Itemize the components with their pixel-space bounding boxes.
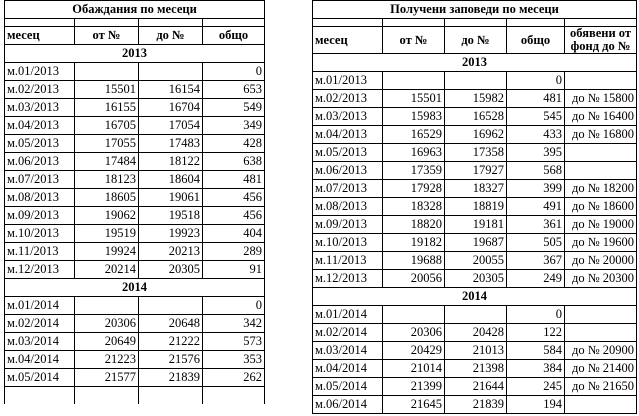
to-number-cell[interactable]: 18604 [139, 171, 203, 189]
table-row [313, 252, 637, 270]
month-cell[interactable]: м.02/2013 [313, 90, 383, 108]
month-cell[interactable]: м.02/2014 [313, 324, 383, 342]
month-cell[interactable]: м.05/2014 [5, 369, 75, 387]
table-row [313, 396, 637, 414]
month-cell[interactable]: м.04/2013 [313, 126, 383, 144]
month-cell[interactable]: м.07/2013 [5, 171, 75, 189]
fund-announced-cell[interactable]: до № 20000 [565, 252, 637, 270]
month-cell[interactable]: м.04/2013 [5, 117, 75, 135]
total-cell[interactable]: 491 [507, 198, 565, 216]
month-cell[interactable]: м.05/2013 [313, 144, 383, 162]
total-cell[interactable]: 568 [507, 162, 565, 180]
empty-cell[interactable] [507, 19, 565, 27]
month-cell[interactable]: м.08/2013 [5, 189, 75, 207]
title-row [5, 1, 265, 19]
fund-announced-cell[interactable]: до № 21400 [565, 360, 637, 378]
total-cell[interactable]: 349 [203, 117, 265, 135]
fund-announced-cell[interactable]: до № 18200 [565, 180, 637, 198]
table-row [5, 243, 265, 261]
fund-announced-cell[interactable]: до № 18600 [565, 198, 637, 216]
table-row [313, 72, 637, 90]
month-cell[interactable]: м.04/2014 [313, 360, 383, 378]
month-cell[interactable]: м.05/2014 [313, 378, 383, 396]
from-number-cell[interactable]: 20306 [75, 315, 139, 333]
fund-announced-cell[interactable] [565, 306, 637, 324]
from-number-cell[interactable]: 17055 [75, 135, 139, 153]
column-header[interactable]: до № [445, 27, 507, 54]
spacer-row [313, 19, 637, 27]
to-number-cell[interactable]: 16154 [139, 81, 203, 99]
month-cell[interactable]: м.08/2013 [313, 198, 383, 216]
fund-announced-cell[interactable] [565, 72, 637, 90]
from-number-cell[interactable]: 16155 [75, 99, 139, 117]
to-number-cell[interactable]: 18122 [139, 153, 203, 171]
to-number-cell[interactable]: 21644 [445, 378, 507, 396]
from-number-cell[interactable]: 20056 [383, 270, 445, 288]
to-number-cell[interactable]: 18327 [445, 180, 507, 198]
from-number-cell[interactable]: 20429 [383, 342, 445, 360]
total-cell[interactable]: 456 [203, 207, 265, 225]
fund-announced-cell[interactable]: до № 21650 [565, 378, 637, 396]
table-row [5, 297, 265, 315]
table-row [5, 153, 265, 171]
table-row [313, 234, 637, 252]
fund-announced-cell[interactable]: до № 19600 [565, 234, 637, 252]
empty-cell[interactable] [139, 387, 203, 405]
total-cell[interactable]: 505 [507, 234, 565, 252]
from-number-cell[interactable]: 19062 [75, 207, 139, 225]
from-number-cell[interactable]: 18328 [383, 198, 445, 216]
fund-announced-cell[interactable] [565, 144, 637, 162]
column-header[interactable]: месец [313, 27, 383, 54]
table-row [313, 198, 637, 216]
empty-cell[interactable] [445, 19, 507, 27]
from-number-cell[interactable] [75, 297, 139, 315]
header-row [5, 27, 265, 45]
to-number-cell[interactable]: 18819 [445, 198, 507, 216]
to-number-cell[interactable]: 19923 [139, 225, 203, 243]
from-number-cell[interactable]: 21399 [383, 378, 445, 396]
year-row [313, 288, 637, 306]
to-number-cell[interactable]: 20305 [139, 261, 203, 279]
total-cell[interactable]: 545 [507, 108, 565, 126]
title-row [313, 1, 637, 19]
to-number-cell[interactable]: 21398 [445, 360, 507, 378]
table-row [5, 333, 265, 351]
to-number-cell[interactable]: 16704 [139, 99, 203, 117]
table-row [5, 171, 265, 189]
total-cell[interactable]: 481 [507, 90, 565, 108]
table-row [5, 369, 265, 387]
to-number-cell[interactable]: 20648 [139, 315, 203, 333]
table-row [313, 126, 637, 144]
from-number-cell[interactable]: 19924 [75, 243, 139, 261]
month-cell[interactable]: м.06/2013 [5, 153, 75, 171]
total-cell[interactable]: 194 [507, 396, 565, 414]
empty-row [5, 387, 265, 405]
total-cell[interactable]: 456 [203, 189, 265, 207]
table-row [313, 144, 637, 162]
to-number-cell[interactable]: 19687 [445, 234, 507, 252]
year-heading[interactable]: 2014 [313, 288, 637, 306]
table-row [313, 360, 637, 378]
total-cell[interactable]: 122 [507, 324, 565, 342]
month-cell[interactable]: м.10/2013 [313, 234, 383, 252]
table-row [5, 351, 265, 369]
table-row [313, 108, 637, 126]
year-row [5, 45, 265, 63]
from-number-cell[interactable]: 18605 [75, 189, 139, 207]
empty-cell[interactable] [565, 19, 637, 27]
table-row [5, 225, 265, 243]
fund-announced-cell[interactable]: до № 19000 [565, 216, 637, 234]
from-number-cell[interactable]: 16705 [75, 117, 139, 135]
empty-cell[interactable] [5, 387, 75, 405]
from-number-cell[interactable]: 15501 [75, 81, 139, 99]
table-row [313, 90, 637, 108]
from-number-cell[interactable] [383, 306, 445, 324]
month-cell[interactable]: м.09/2013 [5, 207, 75, 225]
total-cell[interactable]: 384 [507, 360, 565, 378]
total-cell[interactable]: 0 [203, 297, 265, 315]
empty-cell[interactable] [203, 19, 265, 27]
column-header[interactable]: месец [5, 27, 75, 45]
empty-cell[interactable] [75, 387, 139, 405]
month-cell[interactable]: м.03/2014 [5, 333, 75, 351]
from-number-cell[interactable]: 17484 [75, 153, 139, 171]
column-header[interactable]: обявени от фонд до № [565, 27, 637, 54]
column-header[interactable]: от № [383, 27, 445, 54]
table-row [5, 117, 265, 135]
total-cell[interactable]: 433 [507, 126, 565, 144]
year-heading[interactable]: 2013 [5, 45, 265, 63]
month-cell[interactable]: м.05/2013 [5, 135, 75, 153]
to-number-cell[interactable]: 15982 [445, 90, 507, 108]
to-number-cell[interactable] [139, 297, 203, 315]
total-cell[interactable]: 262 [203, 369, 265, 387]
year-heading[interactable]: 2013 [313, 54, 637, 72]
fund-announced-cell[interactable]: до № 16800 [565, 126, 637, 144]
table-row [5, 261, 265, 279]
from-number-cell[interactable]: 20214 [75, 261, 139, 279]
from-number-cell[interactable]: 16529 [383, 126, 445, 144]
table-row [313, 324, 637, 342]
year-row [5, 279, 265, 297]
table-row [313, 378, 637, 396]
table-row [5, 315, 265, 333]
table-row [5, 81, 265, 99]
total-cell[interactable]: 395 [507, 144, 565, 162]
total-cell[interactable]: 367 [507, 252, 565, 270]
to-number-cell[interactable]: 17483 [139, 135, 203, 153]
to-number-cell[interactable]: 20305 [445, 270, 507, 288]
from-number-cell[interactable]: 18820 [383, 216, 445, 234]
from-number-cell[interactable]: 21223 [75, 351, 139, 369]
to-number-cell[interactable] [445, 306, 507, 324]
column-header[interactable]: от № [75, 27, 139, 45]
total-cell[interactable]: 549 [203, 99, 265, 117]
month-cell[interactable]: м.03/2013 [313, 108, 383, 126]
to-number-cell[interactable]: 20213 [139, 243, 203, 261]
month-cell[interactable]: м.07/2013 [313, 180, 383, 198]
fund-announced-cell[interactable] [565, 396, 637, 414]
to-number-cell[interactable]: 21839 [139, 369, 203, 387]
total-cell[interactable]: 481 [203, 171, 265, 189]
total-cell[interactable]: 573 [203, 333, 265, 351]
total-cell[interactable]: 399 [507, 180, 565, 198]
month-cell[interactable]: м.03/2013 [5, 99, 75, 117]
month-cell[interactable]: м.09/2013 [313, 216, 383, 234]
from-number-cell[interactable] [75, 63, 139, 81]
month-cell[interactable]: м.10/2013 [5, 225, 75, 243]
from-number-cell[interactable]: 21577 [75, 369, 139, 387]
total-cell[interactable]: 0 [507, 72, 565, 90]
fund-announced-cell[interactable] [565, 324, 637, 342]
from-number-cell[interactable]: 20306 [383, 324, 445, 342]
empty-cell[interactable] [203, 387, 265, 405]
to-number-cell[interactable]: 16962 [445, 126, 507, 144]
header-row [313, 27, 637, 54]
month-cell[interactable]: м.03/2014 [313, 342, 383, 360]
total-cell[interactable]: 0 [507, 306, 565, 324]
to-number-cell[interactable]: 17054 [139, 117, 203, 135]
from-number-cell[interactable]: 21014 [383, 360, 445, 378]
table-row [313, 306, 637, 324]
month-cell[interactable]: м.12/2013 [313, 270, 383, 288]
calls-by-month-table [4, 0, 265, 404]
to-number-cell[interactable]: 19518 [139, 207, 203, 225]
column-header[interactable]: общо [203, 27, 265, 45]
empty-cell[interactable] [383, 19, 445, 27]
empty-cell[interactable] [139, 19, 203, 27]
total-cell[interactable]: 428 [203, 135, 265, 153]
total-cell[interactable]: 353 [203, 351, 265, 369]
table-title[interactable]: Получени заповеди по месеци [313, 1, 637, 19]
total-cell[interactable]: 0 [203, 63, 265, 81]
empty-cell[interactable] [313, 19, 383, 27]
month-cell[interactable]: м.01/2013 [5, 63, 75, 81]
to-number-cell[interactable]: 17358 [445, 144, 507, 162]
from-number-cell[interactable]: 16963 [383, 144, 445, 162]
to-number-cell[interactable]: 21222 [139, 333, 203, 351]
column-header[interactable]: до № [139, 27, 203, 45]
to-number-cell[interactable]: 20055 [445, 252, 507, 270]
fund-announced-cell[interactable]: до № 16400 [565, 108, 637, 126]
table-row [5, 207, 265, 225]
to-number-cell[interactable]: 21839 [445, 396, 507, 414]
month-cell[interactable]: м.06/2013 [313, 162, 383, 180]
table-row [313, 162, 637, 180]
total-cell[interactable]: 289 [203, 243, 265, 261]
empty-cell[interactable] [75, 19, 139, 27]
total-cell[interactable]: 361 [507, 216, 565, 234]
from-number-cell[interactable]: 19182 [383, 234, 445, 252]
total-cell[interactable]: 638 [203, 153, 265, 171]
to-number-cell[interactable]: 20428 [445, 324, 507, 342]
total-cell[interactable]: 245 [507, 378, 565, 396]
month-cell[interactable]: м.06/2014 [313, 396, 383, 414]
table-row [313, 216, 637, 234]
table-row [5, 99, 265, 117]
month-cell[interactable]: м.11/2013 [5, 243, 75, 261]
from-number-cell[interactable]: 17359 [383, 162, 445, 180]
month-cell[interactable]: м.01/2014 [5, 297, 75, 315]
fund-announced-cell[interactable] [565, 162, 637, 180]
table-row [313, 342, 637, 360]
to-number-cell[interactable] [445, 72, 507, 90]
table-row [5, 63, 265, 81]
spacer-row [5, 19, 265, 27]
from-number-cell[interactable]: 17928 [383, 180, 445, 198]
total-cell[interactable]: 653 [203, 81, 265, 99]
month-cell[interactable]: м.01/2013 [313, 72, 383, 90]
to-number-cell[interactable]: 21576 [139, 351, 203, 369]
month-cell[interactable]: м.01/2014 [313, 306, 383, 324]
fund-announced-cell[interactable]: до № 20300 [565, 270, 637, 288]
to-number-cell[interactable]: 17927 [445, 162, 507, 180]
table-row [313, 270, 637, 288]
to-number-cell[interactable]: 16528 [445, 108, 507, 126]
from-number-cell[interactable]: 15983 [383, 108, 445, 126]
total-cell[interactable]: 91 [203, 261, 265, 279]
year-heading[interactable]: 2014 [5, 279, 265, 297]
from-number-cell[interactable] [383, 72, 445, 90]
from-number-cell[interactable]: 19688 [383, 252, 445, 270]
total-cell[interactable]: 584 [507, 342, 565, 360]
fund-announced-cell[interactable]: до № 20900 [565, 342, 637, 360]
fund-announced-cell[interactable]: до № 15800 [565, 90, 637, 108]
table-title[interactable]: Обаждания по месеци [5, 1, 265, 19]
to-number-cell[interactable]: 21013 [445, 342, 507, 360]
received-orders-by-month-table [312, 0, 637, 414]
month-cell[interactable]: м.02/2014 [5, 315, 75, 333]
table-row [313, 180, 637, 198]
empty-cell[interactable] [5, 19, 75, 27]
month-cell[interactable]: м.04/2014 [5, 351, 75, 369]
total-cell[interactable]: 404 [203, 225, 265, 243]
table-row [5, 135, 265, 153]
month-cell[interactable]: м.02/2013 [5, 81, 75, 99]
to-number-cell[interactable]: 19061 [139, 189, 203, 207]
from-number-cell[interactable]: 20649 [75, 333, 139, 351]
year-row [313, 54, 637, 72]
table-row [5, 189, 265, 207]
from-number-cell[interactable]: 19519 [75, 225, 139, 243]
column-header[interactable]: общо [507, 27, 565, 54]
to-number-cell[interactable] [139, 63, 203, 81]
month-cell[interactable]: м.11/2013 [313, 252, 383, 270]
total-cell[interactable]: 342 [203, 315, 265, 333]
month-cell[interactable]: м.12/2013 [5, 261, 75, 279]
from-number-cell[interactable]: 18123 [75, 171, 139, 189]
from-number-cell[interactable]: 21645 [383, 396, 445, 414]
from-number-cell[interactable]: 15501 [383, 90, 445, 108]
total-cell[interactable]: 249 [507, 270, 565, 288]
to-number-cell[interactable]: 19181 [445, 216, 507, 234]
